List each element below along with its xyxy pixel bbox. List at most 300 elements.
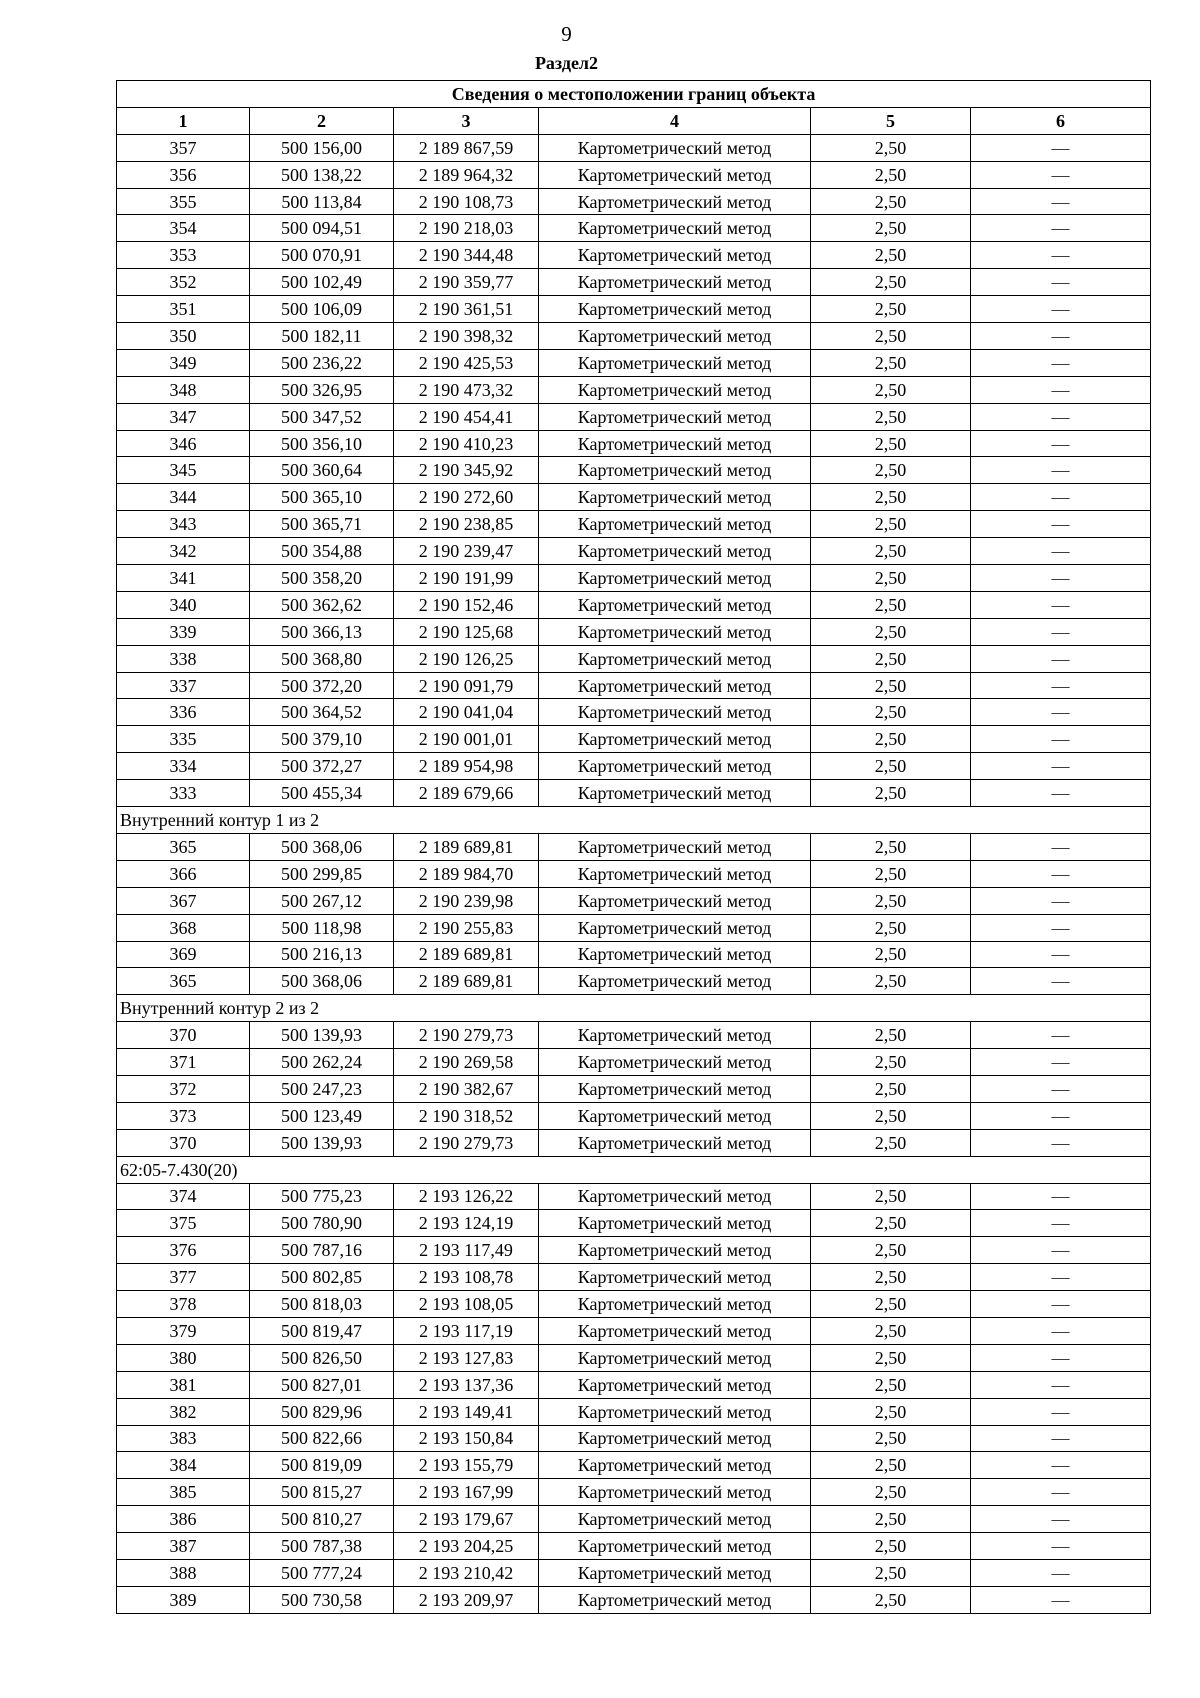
method-cell: Картометрический метод [539,1022,811,1049]
y-coordinate-cell: 2 190 473,32 [394,376,539,403]
x-coordinate-cell: 500 365,71 [250,511,394,538]
table-row [117,1398,1151,1425]
table-row [117,269,1151,296]
table-row [117,161,1151,188]
table-row [117,242,1151,269]
description-cell: — [971,323,1151,350]
accuracy-cell: 2,50 [811,565,971,592]
method-cell: Картометрический метод [539,968,811,995]
description-cell: — [971,860,1151,887]
x-coordinate-cell: 500 267,12 [250,887,394,914]
y-coordinate-cell: 2 193 155,79 [394,1452,539,1479]
x-coordinate-cell: 500 819,09 [250,1452,394,1479]
method-cell: Картометрический метод [539,1559,811,1586]
point-number-cell: 365 [117,968,250,995]
y-coordinate-cell: 2 190 269,58 [394,1049,539,1076]
x-coordinate-cell: 500 777,24 [250,1559,394,1586]
section-title: Раздел2 [534,53,599,73]
page-number: 9 [561,22,572,46]
x-coordinate-cell: 500 362,62 [250,591,394,618]
description-cell: — [971,376,1151,403]
description-cell: — [971,457,1151,484]
description-cell: — [971,1183,1151,1210]
column-header: 6 [971,107,1151,134]
point-number-cell: 350 [117,323,250,350]
y-coordinate-cell: 2 193 167,99 [394,1479,539,1506]
x-coordinate-cell: 500 358,20 [250,565,394,592]
method-cell: Картометрический метод [539,242,811,269]
x-coordinate-cell: 500 372,27 [250,753,394,780]
x-coordinate-cell: 500 326,95 [250,376,394,403]
accuracy-cell: 2,50 [811,726,971,753]
accuracy-cell: 2,50 [811,403,971,430]
accuracy-cell: 2,50 [811,1183,971,1210]
method-cell: Картометрический метод [539,887,811,914]
y-coordinate-cell: 2 193 179,67 [394,1506,539,1533]
description-cell: — [971,215,1151,242]
y-coordinate-cell: 2 189 867,59 [394,134,539,161]
x-coordinate-cell: 500 819,47 [250,1317,394,1344]
x-coordinate-cell: 500 368,80 [250,645,394,672]
point-number-cell: 384 [117,1452,250,1479]
point-number-cell: 338 [117,645,250,672]
method-cell: Картометрический метод [539,645,811,672]
table-row [117,511,1151,538]
y-coordinate-cell: 2 190 239,98 [394,887,539,914]
x-coordinate-cell: 500 106,09 [250,296,394,323]
method-cell: Картометрический метод [539,296,811,323]
y-coordinate-cell: 2 193 117,49 [394,1237,539,1264]
point-number-cell: 333 [117,780,250,807]
description-cell: — [971,1479,1151,1506]
description-cell: — [971,134,1151,161]
x-coordinate-cell: 500 070,91 [250,242,394,269]
y-coordinate-cell: 2 193 150,84 [394,1425,539,1452]
accuracy-cell: 2,50 [811,323,971,350]
method-cell: Картометрический метод [539,1264,811,1291]
method-cell: Картометрический метод [539,833,811,860]
description-cell: — [971,1075,1151,1102]
x-coordinate-cell: 500 123,49 [250,1102,394,1129]
accuracy-cell: 2,50 [811,914,971,941]
table-row [117,1264,1151,1291]
description-cell: — [971,1398,1151,1425]
x-coordinate-cell: 500 247,23 [250,1075,394,1102]
y-coordinate-cell: 2 190 454,41 [394,403,539,430]
accuracy-cell: 2,50 [811,591,971,618]
method-cell: Картометрический метод [539,1210,811,1237]
description-cell: — [971,1317,1151,1344]
y-coordinate-cell: 2 193 137,36 [394,1371,539,1398]
x-coordinate-cell: 500 368,06 [250,833,394,860]
description-cell: — [971,726,1151,753]
point-number-cell: 374 [117,1183,250,1210]
table-row [117,726,1151,753]
description-cell: — [971,1559,1151,1586]
point-number-cell: 356 [117,161,250,188]
x-coordinate-cell: 500 216,13 [250,941,394,968]
point-number-cell: 342 [117,538,250,565]
accuracy-cell: 2,50 [811,269,971,296]
method-cell: Картометрический метод [539,1183,811,1210]
table-row [117,376,1151,403]
x-coordinate-cell: 500 787,38 [250,1533,394,1560]
x-coordinate-cell: 500 815,27 [250,1479,394,1506]
table-row [117,968,1151,995]
accuracy-cell: 2,50 [811,376,971,403]
description-cell: — [971,941,1151,968]
method-cell: Картометрический метод [539,1075,811,1102]
table-row [117,1022,1151,1049]
table-row [117,1479,1151,1506]
x-coordinate-cell: 500 827,01 [250,1371,394,1398]
method-cell: Картометрический метод [539,511,811,538]
accuracy-cell: 2,50 [811,1237,971,1264]
accuracy-cell: 2,50 [811,457,971,484]
table-row [117,457,1151,484]
accuracy-cell: 2,50 [811,1317,971,1344]
method-cell: Картометрический метод [539,591,811,618]
y-coordinate-cell: 2 190 398,32 [394,323,539,350]
x-coordinate-cell: 500 775,23 [250,1183,394,1210]
point-number-cell: 335 [117,726,250,753]
accuracy-cell: 2,50 [811,1452,971,1479]
point-number-cell: 337 [117,672,250,699]
y-coordinate-cell: 2 190 191,99 [394,565,539,592]
description-cell: — [971,349,1151,376]
table-row [117,1533,1151,1560]
point-number-cell: 381 [117,1371,250,1398]
contour-label: Внутренний контур 2 из 2 [117,995,1151,1022]
y-coordinate-cell: 2 189 964,32 [394,161,539,188]
table-row [117,430,1151,457]
accuracy-cell: 2,50 [811,1533,971,1560]
method-cell: Картометрический метод [539,484,811,511]
contour-label: Внутренний контур 1 из 2 [117,807,1151,834]
x-coordinate-cell: 500 138,22 [250,161,394,188]
y-coordinate-cell: 2 189 689,81 [394,833,539,860]
column-header: 5 [811,107,971,134]
table-caption: Сведения о местоположении границ объекта [117,81,1151,108]
accuracy-cell: 2,50 [811,1075,971,1102]
method-cell: Картометрический метод [539,538,811,565]
column-header: 1 [117,107,250,134]
x-coordinate-cell: 500 365,10 [250,484,394,511]
method-cell: Картометрический метод [539,1533,811,1560]
table-row [117,1291,1151,1318]
accuracy-cell: 2,50 [811,833,971,860]
point-number-cell: 385 [117,1479,250,1506]
y-coordinate-cell: 2 190 410,23 [394,430,539,457]
method-cell: Картометрический метод [539,1317,811,1344]
accuracy-cell: 2,50 [811,1506,971,1533]
y-coordinate-cell: 2 193 108,05 [394,1291,539,1318]
point-number-cell: 348 [117,376,250,403]
method-cell: Картометрический метод [539,1398,811,1425]
y-coordinate-cell: 2 193 210,42 [394,1559,539,1586]
x-coordinate-cell: 500 347,52 [250,403,394,430]
table-row [117,215,1151,242]
table-row [117,1452,1151,1479]
description-cell: — [971,833,1151,860]
y-coordinate-cell: 2 193 124,19 [394,1210,539,1237]
description-cell: — [971,188,1151,215]
method-cell: Картометрический метод [539,565,811,592]
method-cell: Картометрический метод [539,860,811,887]
table-row [117,349,1151,376]
y-coordinate-cell: 2 190 126,25 [394,645,539,672]
accuracy-cell: 2,50 [811,430,971,457]
table-row [117,591,1151,618]
accuracy-cell: 2,50 [811,1398,971,1425]
x-coordinate-cell: 500 802,85 [250,1264,394,1291]
point-number-cell: 371 [117,1049,250,1076]
accuracy-cell: 2,50 [811,645,971,672]
table-row [117,538,1151,565]
x-coordinate-cell: 500 356,10 [250,430,394,457]
description-cell: — [971,161,1151,188]
y-coordinate-cell: 2 190 344,48 [394,242,539,269]
description-cell: — [971,1210,1151,1237]
table-row [117,672,1151,699]
description-cell: — [971,1344,1151,1371]
point-number-cell: 344 [117,484,250,511]
method-cell: Картометрический метод [539,323,811,350]
method-cell: Картометрический метод [539,780,811,807]
y-coordinate-cell: 2 193 149,41 [394,1398,539,1425]
table-row [117,699,1151,726]
method-cell: Картометрический метод [539,1291,811,1318]
y-coordinate-cell: 2 190 359,77 [394,269,539,296]
contour-label: 62:05-7.430(20) [117,1156,1151,1183]
accuracy-cell: 2,50 [811,296,971,323]
point-number-cell: 369 [117,941,250,968]
y-coordinate-cell: 2 190 279,73 [394,1129,539,1156]
accuracy-cell: 2,50 [811,780,971,807]
description-cell: — [971,618,1151,645]
description-cell: — [971,565,1151,592]
accuracy-cell: 2,50 [811,1210,971,1237]
description-cell: — [971,968,1151,995]
y-coordinate-cell: 2 190 345,92 [394,457,539,484]
method-cell: Картометрический метод [539,1506,811,1533]
accuracy-cell: 2,50 [811,1102,971,1129]
method-cell: Картометрический метод [539,1102,811,1129]
y-coordinate-cell: 2 190 218,03 [394,215,539,242]
x-coordinate-cell: 500 372,20 [250,672,394,699]
description-cell: — [971,538,1151,565]
table-row [117,134,1151,161]
accuracy-cell: 2,50 [811,1479,971,1506]
x-coordinate-cell: 500 156,00 [250,134,394,161]
method-cell: Картометрический метод [539,1425,811,1452]
table-header [117,81,1151,135]
table-row [117,1210,1151,1237]
method-cell: Картометрический метод [539,1049,811,1076]
accuracy-cell: 2,50 [811,1425,971,1452]
method-cell: Картометрический метод [539,672,811,699]
table-row [117,1317,1151,1344]
point-number-cell: 375 [117,1210,250,1237]
description-cell: — [971,672,1151,699]
method-cell: Картометрический метод [539,161,811,188]
x-coordinate-cell: 500 368,06 [250,968,394,995]
y-coordinate-cell: 2 189 679,66 [394,780,539,807]
y-coordinate-cell: 2 190 001,01 [394,726,539,753]
y-coordinate-cell: 2 190 425,53 [394,349,539,376]
point-number-cell: 370 [117,1129,250,1156]
accuracy-cell: 2,50 [811,699,971,726]
table-row [117,833,1151,860]
description-cell: — [971,1049,1151,1076]
column-header: 4 [539,107,811,134]
point-number-cell: 372 [117,1075,250,1102]
point-number-cell: 336 [117,699,250,726]
accuracy-cell: 2,50 [811,672,971,699]
y-coordinate-cell: 2 189 689,81 [394,941,539,968]
column-number-row [117,107,1151,134]
point-number-cell: 349 [117,349,250,376]
description-cell: — [971,1102,1151,1129]
contour-label-row [117,807,1151,834]
point-number-cell: 339 [117,618,250,645]
y-coordinate-cell: 2 193 204,25 [394,1533,539,1560]
point-number-cell: 345 [117,457,250,484]
accuracy-cell: 2,50 [811,941,971,968]
point-number-cell: 341 [117,565,250,592]
y-coordinate-cell: 2 190 152,46 [394,591,539,618]
accuracy-cell: 2,50 [811,161,971,188]
point-number-cell: 343 [117,511,250,538]
y-coordinate-cell: 2 189 984,70 [394,860,539,887]
x-coordinate-cell: 500 364,52 [250,699,394,726]
description-cell: — [971,296,1151,323]
description-cell: — [971,1452,1151,1479]
description-cell: — [971,699,1151,726]
point-number-cell: 347 [117,403,250,430]
contour-label-row [117,1156,1151,1183]
table-row [117,914,1151,941]
x-coordinate-cell: 500 139,93 [250,1022,394,1049]
table-row [117,1237,1151,1264]
point-number-cell: 353 [117,242,250,269]
table-row [117,780,1151,807]
y-coordinate-cell: 2 190 318,52 [394,1102,539,1129]
y-coordinate-cell: 2 190 272,60 [394,484,539,511]
table-row [117,1129,1151,1156]
y-coordinate-cell: 2 193 209,97 [394,1586,539,1613]
point-number-cell: 354 [117,215,250,242]
x-coordinate-cell: 500 379,10 [250,726,394,753]
accuracy-cell: 2,50 [811,188,971,215]
point-number-cell: 355 [117,188,250,215]
description-cell: — [971,780,1151,807]
y-coordinate-cell: 2 193 127,83 [394,1344,539,1371]
point-number-cell: 386 [117,1506,250,1533]
y-coordinate-cell: 2 190 125,68 [394,618,539,645]
accuracy-cell: 2,50 [811,511,971,538]
accuracy-cell: 2,50 [811,887,971,914]
accuracy-cell: 2,50 [811,349,971,376]
y-coordinate-cell: 2 193 117,19 [394,1317,539,1344]
accuracy-cell: 2,50 [811,1559,971,1586]
method-cell: Картометрический метод [539,215,811,242]
description-cell: — [971,914,1151,941]
method-cell: Картометрический метод [539,618,811,645]
table-row [117,1102,1151,1129]
y-coordinate-cell: 2 193 108,78 [394,1264,539,1291]
description-cell: — [971,1425,1151,1452]
description-cell: — [971,511,1151,538]
point-number-cell: 352 [117,269,250,296]
accuracy-cell: 2,50 [811,1371,971,1398]
table-row [117,1586,1151,1613]
table-row [117,1559,1151,1586]
x-coordinate-cell: 500 354,88 [250,538,394,565]
y-coordinate-cell: 2 190 238,85 [394,511,539,538]
method-cell: Картометрический метод [539,1371,811,1398]
point-number-cell: 370 [117,1022,250,1049]
x-coordinate-cell: 500 360,64 [250,457,394,484]
description-cell: — [971,1371,1151,1398]
x-coordinate-cell: 500 094,51 [250,215,394,242]
point-number-cell: 340 [117,591,250,618]
method-cell: Картометрический метод [539,1344,811,1371]
table-row [117,1049,1151,1076]
x-coordinate-cell: 500 262,24 [250,1049,394,1076]
method-cell: Картометрический метод [539,376,811,403]
method-cell: Картометрический метод [539,1479,811,1506]
table-row [117,941,1151,968]
table-row [117,565,1151,592]
y-coordinate-cell: 2 190 279,73 [394,1022,539,1049]
accuracy-cell: 2,50 [811,1049,971,1076]
point-number-cell: 365 [117,833,250,860]
table-caption-row [117,81,1151,108]
x-coordinate-cell: 500 455,34 [250,780,394,807]
y-coordinate-cell: 2 190 091,79 [394,672,539,699]
x-coordinate-cell: 500 822,66 [250,1425,394,1452]
x-coordinate-cell: 500 826,50 [250,1344,394,1371]
accuracy-cell: 2,50 [811,134,971,161]
method-cell: Картометрический метод [539,1452,811,1479]
point-number-cell: 383 [117,1425,250,1452]
accuracy-cell: 2,50 [811,215,971,242]
point-number-cell: 382 [117,1398,250,1425]
point-number-cell: 376 [117,1237,250,1264]
description-cell: — [971,1291,1151,1318]
method-cell: Картометрический метод [539,188,811,215]
accuracy-cell: 2,50 [811,538,971,565]
x-coordinate-cell: 500 787,16 [250,1237,394,1264]
table-row [117,403,1151,430]
table-row [117,1344,1151,1371]
method-cell: Картометрический метод [539,269,811,296]
accuracy-cell: 2,50 [811,618,971,645]
description-cell: — [971,1586,1151,1613]
accuracy-cell: 2,50 [811,1129,971,1156]
x-coordinate-cell: 500 182,11 [250,323,394,350]
table-row [117,323,1151,350]
description-cell: — [971,1533,1151,1560]
description-cell: — [971,403,1151,430]
accuracy-cell: 2,50 [811,753,971,780]
point-number-cell: 378 [117,1291,250,1318]
column-header: 3 [394,107,539,134]
method-cell: Картометрический метод [539,1237,811,1264]
point-number-cell: 334 [117,753,250,780]
accuracy-cell: 2,50 [811,1344,971,1371]
